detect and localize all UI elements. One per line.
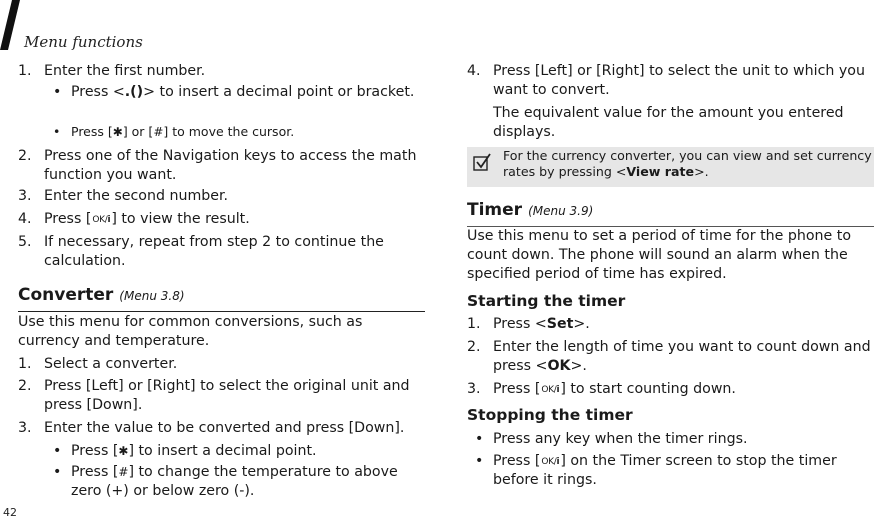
page-header-title: Menu functions	[24, 33, 143, 51]
note-check-icon	[473, 153, 491, 171]
page-number: 42	[3, 506, 17, 519]
converter-result-text: The equivalent value for the amount you entered displays.	[493, 105, 844, 140]
ok-key-icon: OK/i	[541, 385, 560, 395]
note-box: For the currency converter, you can view and set currency rates by pressing <View rate>.	[467, 147, 874, 187]
converter-heading: Converter (Menu 3.8)	[18, 285, 425, 312]
ok-key-icon: OK/i	[92, 215, 111, 225]
hash-key-icon: #	[153, 125, 164, 139]
star-key-icon: ✱	[118, 444, 129, 458]
starting-timer-heading: Starting the timer	[467, 292, 626, 310]
hash-key-icon: #	[118, 465, 129, 479]
converter-intro: Use this menu for common conversions, such as currency and temperature.	[18, 314, 363, 349]
star-key-icon: ✱	[112, 125, 123, 139]
stopping-timer-heading: Stopping the timer	[467, 406, 633, 424]
header-accent-bar	[0, 0, 20, 50]
timer-intro: Use this menu to set a period of time for the phone to count down. The phone will sound an alarm when the specified period of time has expired.	[467, 228, 852, 282]
timer-heading: Timer (Menu 3.9)	[467, 200, 874, 227]
ok-key-icon: OK/i	[541, 457, 560, 467]
